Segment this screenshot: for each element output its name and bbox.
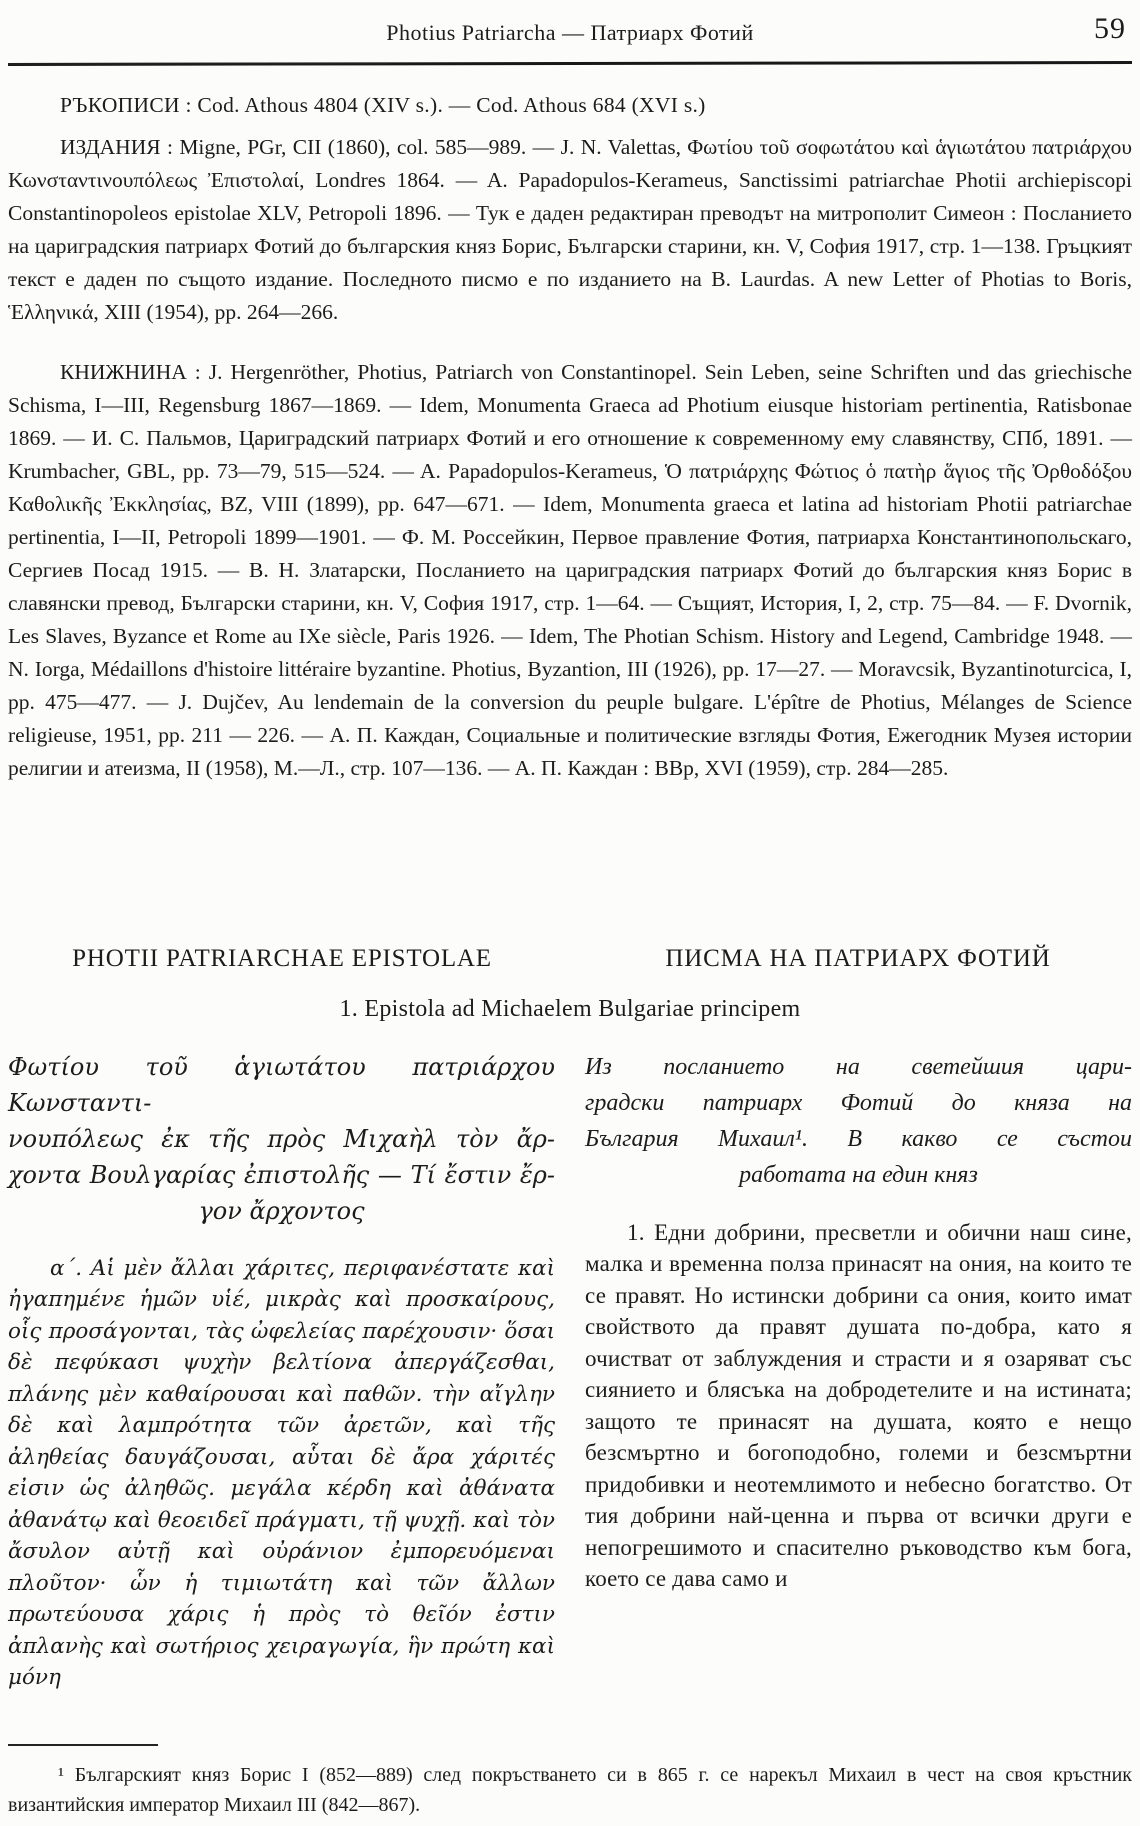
footnote-paragraph: ¹ Българският княз Борис I (852—889) след покръстването си в 865 г. се нарекъл Михаил в чест на своя кръстник византийския император Михаил III (842—867).	[8, 1764, 1132, 1816]
epistola-subtitle: 1. Epistola ad Michaelem Bulgariae principem	[339, 995, 801, 1022]
bulgarian-heading-line: България Михаил¹. В какво се състои	[585, 1125, 1132, 1152]
greek-heading-line: Φωτίου τοῦ ἁγιωτάτου πατριάρχου Κωνσταντι-	[8, 1052, 555, 1117]
bibliography-paragraph: КНИЖНИНА : J. Hergenröther, Photius, Patriarch von Constantinopel. Sein Leben, seine Schriften und das griechische Schisma, I—III, Regensburg 1867—1869. — Idem, Monumenta Graeca ad Photium eiusque historiam pertinentia, Ratisbonae 1869. — И. С. Пальмов, Цариградский патриарх Фотий и его отношение к современному ему славянству, СПб, 1891. — Krumbacher, GBL, pp. 73—79, 515—524. — A. Papadopulos-Kerameus, Ὁ πατριάρχης Φώτιος ὁ πατὴρ ἅγιος τῆς Ὀρθοδόξου Καθολικῆς Ἐκκλησίας, BZ, VIII (1899), pp. 647—671. — Idem, Monumenta graeca et latina ad historiam Photii patriarchae pertinentia, I—II, Petropoli 1899—1901. — Ф. М. Россейкин, Первое правление Фотия, патриарха Константинопольскаго, Сергиев Посад 1915. — В. Н. Златарски, Посланието на цариградския патриарх Фотий до българския княз Борис в славянски превод, Български старини, кн. V, София 1917, стр. 1—64. — Същият, История, I, 2, стр. 75—84. — F. Dvornik, Les Slaves, Byzance et Rome au IXe siècle, Paris 1926. — Idem, The Photian Schism. History and Legend, Cambridge 1948. — N. Iorga, Médaillons d'histoire littéraire byzantine. Photius, Byzantion, III (1926), pp. 17—27. — Moravcsik, Byzantinoturcica, I, pp. 475—477. — J. Dujčev, Au lendemain de la conversion du peuple bulgare. L'épître de Photius, Mélanges de Science religieuse, 1951, pp. 211 — 226. — А. П. Каждан, Социальные и политические взгляды Фотия, Ежегодник Музея истории религии и атеизма, II (1958), М.—Л., стр. 107—136. — А. П. Каждан : ВВр, XVI (1959), стр. 284—285.	[8, 359, 1132, 780]
section-heading-row	[8, 945, 1132, 973]
page-number: 59	[1094, 12, 1126, 45]
bulgarian-heading-line: работата на един княз	[739, 1161, 978, 1188]
greek-heading-line: γον ἄρχοντος	[198, 1196, 365, 1225]
latin-section-title: PHOTII PATRIARCHAE EPISTOLAE	[72, 944, 492, 972]
header-rule	[8, 61, 1132, 65]
editions-paragraph: ИЗДАНИЯ : Migne, PGr, CII (1860), col. 585—989. — J. N. Valettas, Φωτίου τοῦ σοφωτάτου καὶ ἁγιωτάτου πατριάρχου Κωνσταντινουπόλεως Ἐπιστολαί, Londres 1864. — A. Papadopulos-Kerameus, Sanctissimi patriarchae Photii archiepiscopi Constantinopoleos epistolae XLV, Petropoli 1896. — Тук е даден редактиран преводът на митрополит Симеон : Посланието на цариградския патриарх Фотий до българския княз Борис, Български старини, кн. V, София 1917, стр. 1—138. Гръцкият текст е даден по същото издание. Последното писмо е по изданието на B. Laurdas. A new Letter of Photias to Boris, Ἑλληνικά, XIII (1954), pp. 264—266.	[8, 134, 1132, 324]
running-head-title: Photius Patriarcha — Патриарх Фотий	[386, 20, 754, 45]
bulgarian-column	[585, 1049, 1132, 1716]
greek-column	[8, 1049, 555, 1716]
greek-heading	[8, 1049, 555, 1229]
greek-heading-line: χοντα Βουλγαρίας ἐπιστολῆς — Τί ἔστιν ἔρ-	[8, 1160, 555, 1189]
bulgarian-section-title: ПИСМА НА ПАТРИАРХ ФОТИЙ	[665, 944, 1051, 972]
greek-body-paragraph: α΄. Αἱ μὲν ἄλλαι χάριτες, περιφανέστατε καὶ ἠγαπημένε ἡμῶν υἱέ, μικρὰς καὶ προσκαίρους, οἷς προσάγονται, τὰς ὠφελείας παρέχουσιν· ὅσαι δὲ πεφύκασι ψυχὴν βελτίονα ἀπεργάζεσθαι, πλάνης μὲν καθαίρουσαι καὶ παθῶν. τὴν αἴγλην δὲ καὶ λαμπρότητα τῶν ἀρετῶν, καὶ τῆς ἀληθείας δαυγάζουσαι, αὗται δὲ ἄρα χάριτές εἰσιν ὡς ἀληθῶς. μεγάλα κέρδη καὶ ἀθάνατα ἀθανάτῳ καὶ θεοειδεῖ πράγματι, τῇ ψυχῇ. καὶ τὸν ἄσυλον αὐτῇ καὶ οὐράνιον ἐμπορευόμεναι πλοῦτον· ὧν ἡ τιμιωτάτη καὶ τῶν ἄλλων πρωτεύουσα χάρις ἡ πρὸς τὸ θεῖόν ἐστιν ἀπλανὴς καὶ σωτήριος χειραγωγία, ἣν πρώτη καὶ μόνη	[8, 1255, 555, 1690]
bulgarian-heading	[585, 1049, 1132, 1193]
text-columns	[8, 1049, 1132, 1716]
running-head	[8, 0, 1132, 56]
footnote-area	[8, 1744, 1132, 1821]
bulgarian-heading-line: Из посланието на светейшия цари-	[585, 1053, 1132, 1080]
manuscripts-line: РЪКОПИСИ : Cod. Athous 4804 (XIV s.). — Cod. Athous 684 (XVI s.)	[60, 92, 706, 117]
greek-heading-line: νουπόλεως ἐκ τῆς πρὸς Μιχαὴλ τὸν ἄρ-	[8, 1124, 555, 1153]
footnote-separator	[8, 1744, 158, 1747]
bulgarian-body-paragraph: 1. Едни добрини, пресветли и обични наш сине, малка и временна полза принасят на ония, на които те се правят. Но истински добрини са ония, които имат свойството да правят душата по-добра, като я очистват от заблуждения и страсти и я озаряват със сиянието и блясъка на добродетелите и на истината; защото те принасят на душата, която е нещо безсмъртно и богоподобно, големи и безсмъртни придобивки и неотемлимото и небесно богатство. От тия добрини най-ценна и първа от всички други е непогрешимото и спасително ръководство към бога, което се дава само и	[585, 1219, 1132, 1591]
bulgarian-heading-line: градски патриарх Фотий до княза на	[585, 1089, 1132, 1116]
